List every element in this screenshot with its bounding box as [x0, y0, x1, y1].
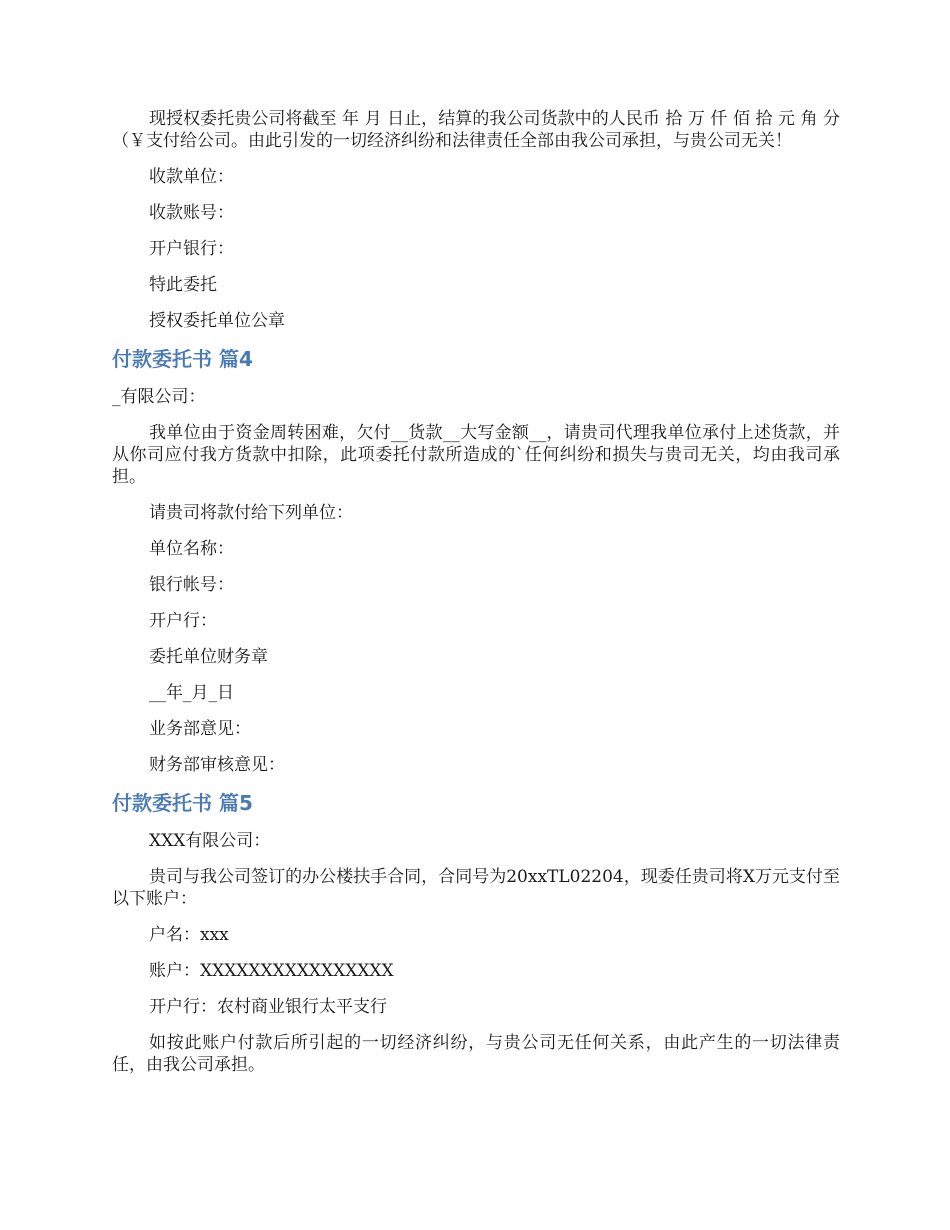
business-opinion-line: 业务部意见：	[149, 719, 251, 739]
document-page	[112, 108, 840, 1076]
section-5-title: 付款委托书 篇5	[112, 791, 253, 815]
finance-review-line: 财务部审核意见：	[149, 755, 285, 775]
seal-line: 授权委托单位公章	[149, 311, 285, 331]
section-5-salutation: XXX有限公司：	[149, 831, 271, 851]
date-line: __年_月_日	[149, 683, 234, 703]
section-5-bank-line: 开户行：农村商业银行太平支行	[149, 997, 387, 1017]
account-number-line: 账户：XXXXXXXXXXXXXXXX	[149, 961, 394, 981]
bank-account-line: 银行帐号：	[149, 575, 234, 595]
hereby-entrust-line: 特此委托	[149, 275, 217, 295]
account-name-line: 户名：xxx	[149, 925, 229, 945]
section-4-title: 付款委托书 篇4	[112, 347, 253, 371]
section-5-liability: 如按此账户付款后所引起的一切经济纠纷，与贵公司无任何关系，由此产生的一切法律责任，由我公司承担。	[112, 1033, 840, 1075]
payee-account-line: 收款账号：	[149, 203, 234, 223]
opening-bank-line: 开户行：	[149, 611, 217, 631]
finance-seal-line: 委托单位财务章	[149, 647, 268, 667]
section-4-body: 我单位由于资金周转困难，欠付__货款__大写金额__，请贵司代理我单位承付上述货款，并从你司应付我方货款中扣除，此项委托付款所造成的`任何纠纷和损失与贵司无关，均由我司承担。	[112, 423, 840, 487]
section-4-request-line: 请贵司将款付给下列单位：	[149, 503, 353, 523]
paragraph-authorization: 现授权委托贵公司将截至 年 月 日止，结算的我公司货款中的人民币 拾 万 仟 佰 拾 元 角 分（￥支付给公司。由此引发的一切经济纠纷和法律责任全部由我公司承担，与贵公司无关！	[112, 109, 840, 151]
bank-line: 开户银行：	[149, 239, 234, 259]
unit-name-line: 单位名称：	[149, 539, 234, 559]
section-5-body: 贵司与我公司签订的办公楼扶手合同，合同号为20xxTL02204，现委任贵司将X万元支付至以下账户：	[112, 867, 840, 909]
section-4-salutation: _有限公司：	[112, 387, 206, 407]
payee-unit-line: 收款单位：	[149, 167, 234, 187]
